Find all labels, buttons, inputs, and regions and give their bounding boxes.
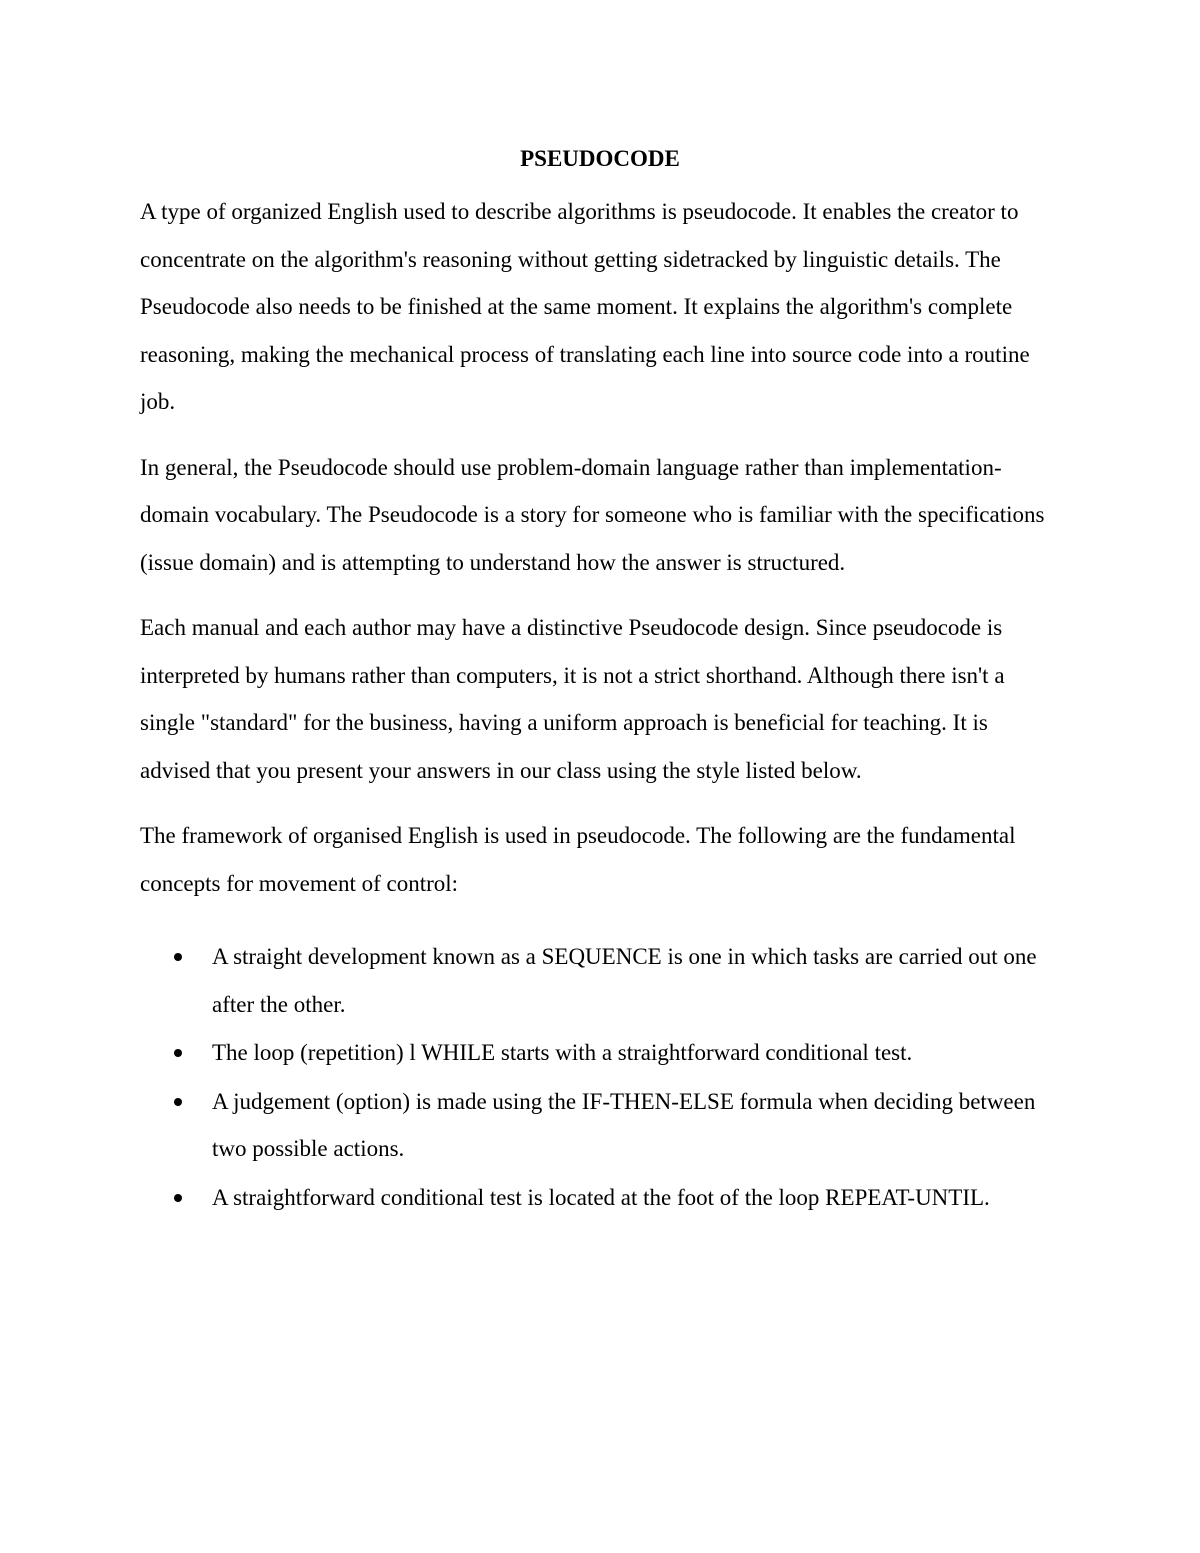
paragraph-framework: The framework of organised English is used in pseudocode. The following are the fundamental concepts for movement of control: (140, 823, 1016, 896)
list-item-text: A straight development known as a SEQUENCE is one in which tasks are carried out one after the other. (212, 944, 1037, 1017)
control-concepts-list (140, 933, 1060, 1221)
list-item (140, 1174, 1060, 1222)
bullet-icon (174, 953, 182, 961)
list-item-text: A straightforward conditional test is located at the foot of the loop REPEAT-UNTIL. (212, 1184, 990, 1210)
bullet-icon (174, 1098, 182, 1106)
document-title: PSEUDOCODE (520, 146, 680, 171)
list-item-text: The loop (repetition) l WHILE starts with a straightforward conditional test. (212, 1040, 913, 1065)
list-item (140, 933, 1060, 1028)
paragraph-style: Each manual and each author may have a distinctive Pseudocode design. Since pseudocode is interpreted by humans rather than computers, it is not a strict shorthand. Although there isn't a single "standard" for the business, having a uniform approach is beneficial for teaching. It is advised that you present your answers in our class using the style listed below. (140, 615, 1005, 783)
paragraph-domain-language: In general, the Pseudocode should use problem-domain language rather than implementation-domain vocabulary. The Pseudocode is a story for someone who is familiar with the specifications (issue domain) and is attempting to understand how the answer is structured. (140, 454, 1045, 575)
bullet-icon (174, 1194, 182, 1202)
list-item (140, 1029, 1060, 1077)
list-item-text: A judgement (option) is made using the IF-THEN-ELSE formula when deciding between two possible actions. (212, 1088, 1036, 1161)
list-item (140, 1078, 1060, 1173)
bullet-icon (174, 1049, 182, 1057)
document-page (140, 140, 1060, 1222)
paragraph-definition: A type of organized English used to describe algorithms is pseudocode. It enables the creator to concentrate on the algorithm's reasoning without getting sidetracked by linguistic details. The Pseudocode also needs to be finished at the same moment. It explains the algorithm's complete reasoning, making the mechanical process of translating each line into source code into a routine job. (140, 199, 1030, 414)
